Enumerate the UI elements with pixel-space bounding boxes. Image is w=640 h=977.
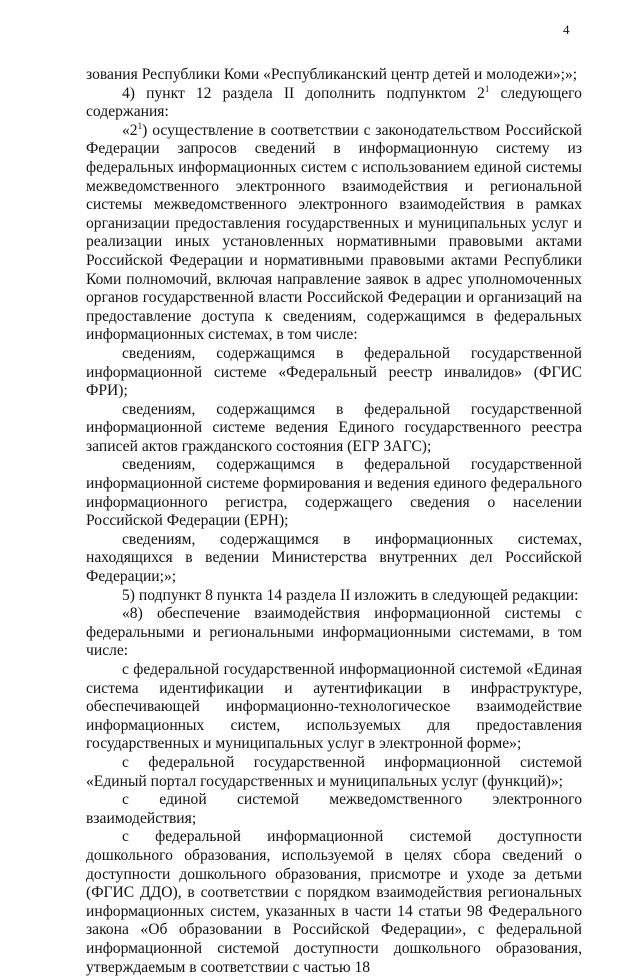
paragraph: сведениям, содержащимся в федеральной государственной информационной системе «Федеральный реестр инвалидов» (ФГИС ФРИ); [86, 344, 582, 400]
paragraph: 5) подпункт 8 пункта 14 раздела II изложить в следующей редакции: [122, 586, 579, 604]
paragraph: «$2^1$) осуществление в соответствии с законодательством Российской Федерации запросов сведений в информационную систему из федеральных информационных систем с использованием единой системы межведомственного электронного взаимодействия и региональной системы межведомственного электронного взаимодействия в рамках организации предоставления государственных и муниципальных услуг и реализации иных установленных нормативными правовыми актами Российской Федерации и нормативными правовыми актами Республики Коми полномочий, включая направление заявок в адрес уполномоченных органов государственной власти Российской Федерации и организаций на предоставление доступа к сведениям, содержащимся в федеральных информационных системах, в том числе: [86, 120, 582, 344]
paragraph: сведениям, содержащимся в федеральной государственной информационной системе ведения Единого государственного реестра записей актов гражданского состояния (ЕГР ЗАГС); [86, 400, 582, 455]
paragraph: зования Республики Коми «Республиканский центр детей и молодежи»;»; [86, 66, 578, 83]
paragraph: сведениям, содержащимся в федеральной государственной информационной системе формирования и ведения единого федерального информационного регистра, содержащего сведения о населении Российской Федерации (ЕРН); [86, 456, 582, 530]
paragraph: 4) пункт 12 раздела II дополнить подпунктом $2^1$ следующего содержания: [86, 83, 582, 121]
paragraph: с единой системой межведомственного электронного взаимодействия; [86, 791, 582, 827]
paragraph: с федеральной государственной информационной системой «Единая система идентификации и аутентификации в инфраструктуре, обеспечивающей информационно-технологическое взаимодействие информационных систем, используемых для предоставления государственных и муниципальных услуг в электронной форме»; [86, 661, 582, 753]
paragraph: сведениям, содержащимся в информационных системах, находящихся в ведении Министерства внутренних дел Российской Федерации;»; [86, 530, 582, 586]
page-number: 4 [563, 22, 570, 37]
document-body [86, 66, 582, 977]
paragraph: с федеральной государственной информационной системой «Единый портал государственных и муниципальных услуг (функций)»; [86, 753, 582, 790]
paragraph: «8) обеспечение взаимодействия информационной системы с федеральными и региональными информационными системами, в том числе: [86, 605, 582, 660]
paragraph: с федеральной информационной системой доступности дошкольного образования, используемой в целях сбора сведений о доступности дошкольного образования, присмотре и уходе за детьми (ФГИС ДДО), в соответствии с порядком взаимодействия региональных информационных систем, указанных в части 14 статьи 98 Федерального закона «Об образовании в Российской Федерации», с федеральной информационной системой доступности дошкольного образования, утверждаемым в соответствии с частью 18 [86, 828, 582, 976]
